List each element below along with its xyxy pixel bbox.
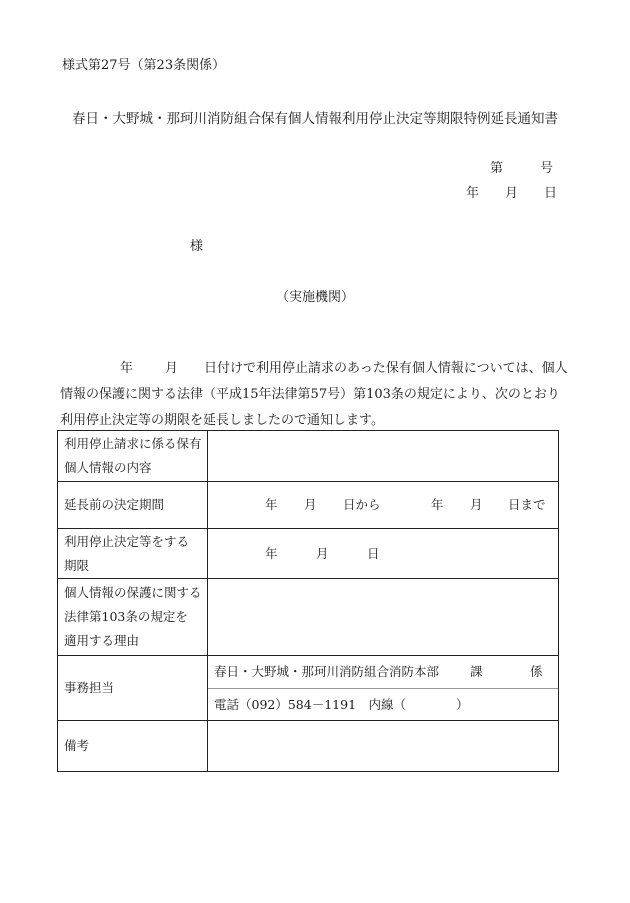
remarks-value[interactable] <box>208 721 559 772</box>
notice-body <box>60 356 572 434</box>
table-row <box>58 529 559 579</box>
issue-date-day: 日 <box>544 186 558 201</box>
reason-value[interactable] <box>208 579 559 656</box>
content-label: 利用停止請求に係る保有 個人情報の内容 <box>58 431 208 482</box>
deadline-value[interactable]: 年 月 日 <box>208 529 559 579</box>
content-value[interactable] <box>208 431 559 482</box>
addressee-honorific: 様 <box>190 239 204 254</box>
before-period-label: 延長前の決定期間 <box>58 482 208 529</box>
table-row <box>58 721 559 772</box>
staff-value <box>208 656 559 721</box>
table-row <box>58 431 559 482</box>
table-row <box>58 656 559 721</box>
body-text: 日付けで利用停止請求のあった保有個人情報については、個人情報の保護に関する法律（平成15年法律第57号）第103条の規定により、次のとおり利用停止決定等の期限を延長しましたので通知します。 <box>60 361 568 428</box>
staff-phone: 電話（092）584－1191 内線（ ） <box>214 697 469 712</box>
implementing-agency: （実施機関） <box>275 290 354 305</box>
remarks-label: 備考 <box>58 721 208 772</box>
deadline-label: 利用停止決定等をする 期限 <box>58 529 208 579</box>
issue-date-month: 月 <box>505 186 519 201</box>
document-number-label: 第 <box>490 161 504 176</box>
staff-label: 事務担当 <box>58 656 208 721</box>
document-number-suffix: 号 <box>540 161 554 176</box>
form-number: 様式第27号（第23条関係） <box>62 58 226 73</box>
document-title: 春日・大野城・那珂川消防組合保有個人情報利用停止決定等期限特例延長通知書 <box>72 111 558 127</box>
body-month: 月 <box>165 361 179 376</box>
body-year: 年 <box>120 361 134 376</box>
table-row <box>58 482 559 529</box>
staff-department: 春日・大野城・那珂川消防組合消防本部 課 係 <box>208 656 558 689</box>
issue-date-year: 年 <box>466 186 480 201</box>
table-row <box>58 579 559 656</box>
before-period-value[interactable]: 年 月 日から 年 月 日まで <box>208 482 559 529</box>
extension-details-table <box>57 430 559 772</box>
reason-label: 個人情報の保護に関する 法律第103条の規定を 適用する理由 <box>58 579 208 656</box>
